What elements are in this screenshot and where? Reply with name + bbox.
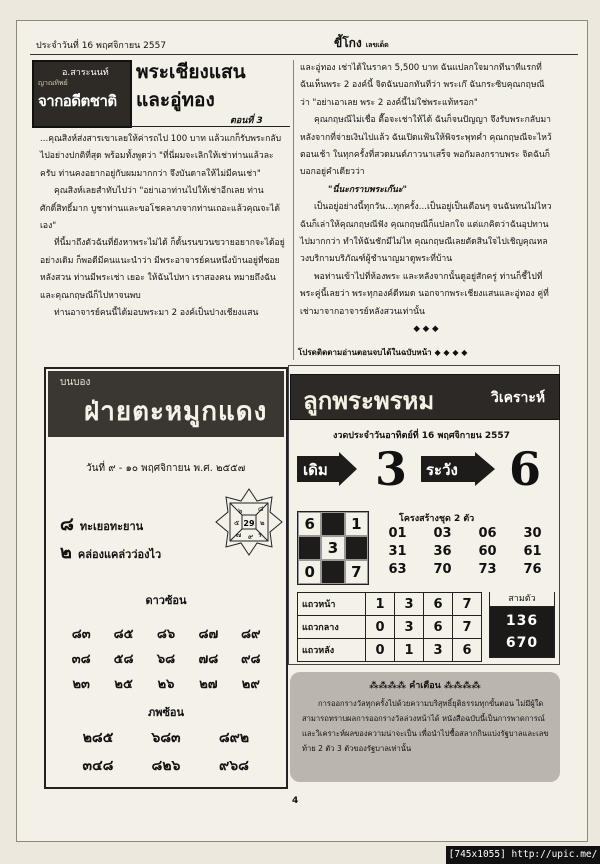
page-header [14,34,586,52]
two-digit-number: 61 [523,544,542,559]
paragraph: ที่นี้มาถึงตัวฉันที่ยังหาพระไม่ได้ ก็ดั้นรนขวนขวายอยากจะได้อยู่อย่างเดิม ก็พอดีมีคนแนะนำว่า มีพระอาจารย์คนหนึ่งบ้านอยู่ที่ซอยหลังสวน ท่านมีพระเช่า เยอะ ให้ฉันไปหา เราสองคน หมายถึงฉันและคุณกฤษณีก็ไปหาจนพบ [40,238,285,301]
row-label: แถวหลัง [298,639,366,662]
banner-subtitle: วิเคราะห์ [491,390,546,406]
dao-number: ๘๗ [198,627,219,642]
dao-number: ๕๘ [113,652,134,667]
forecast-box-left [44,367,288,789]
left-banner [48,371,284,437]
row-value: 1 [395,639,424,662]
continued-notice: โปรดติดตามอ่านตอนจบได้ในฉบับหน้า ◆ ◆ ◆ ◆ [298,348,468,357]
astro-center: 29 [243,519,255,528]
row-value: 1 [366,593,395,616]
matrix-cell [321,512,344,536]
row-value: 6 [424,593,453,616]
row-value: 3 [424,639,453,662]
dao-number-grid [60,623,272,694]
author-badge [32,60,132,128]
row-label: แถวกลาง [298,616,366,639]
trait-number: ๘ [60,514,74,535]
row-value: 0 [366,616,395,639]
number-matrix [297,511,369,585]
page-number: 4 [292,796,299,806]
matrix-cell: 7 [345,560,368,584]
astrology-chart-icon [214,487,284,557]
two-digit-number: 03 [433,526,452,541]
row-label: แถวหน้า [298,593,366,616]
matrix-cell [345,536,368,560]
three-digit-title: สามตัว [490,592,554,607]
matrix-cell [321,560,344,584]
publication-logo [334,34,389,53]
astro-mark: ๘ [258,505,264,513]
astro-mark: ๖ [238,507,243,515]
paragraph: ท่านอาจารย์คนนี้ได้มอบพระมา 2 องค์เป็นปางเชียงแสน [54,308,259,319]
author-line: ญาณทิพย์ [38,79,68,87]
three-digit-box [489,592,555,658]
dao-number: ๖๘ [156,652,176,667]
forecast-box-right [288,365,560,665]
two-digit-number: 63 [388,562,407,577]
lead-number: 3 [375,442,408,496]
ornament: ◆ ◆ ◆ [413,324,439,335]
title-rule [130,126,290,127]
dao-number: ๗๘ [198,652,219,667]
paragraph: คุณกฤษณีไม่เชื่อ ตื๊อจะเช่าให้ได้ ฉันก็จนปัญญา จึงรับพระกลับมา หลังจากที่จ่ายเงินไปแล้ว ฉันเปิดแฟ้นให้พิจระพุทค่ำ คุณกฤษณีจะไหว้ตอนเช้า ในทุกครั้งที่สวดมนต์ภาวนาเสร็จ พอกัมลงกราบพระ จิตฉันก็บอกอยู่คำเดียวว่า [300,115,552,178]
phop-number: ๓๔๘ [82,758,114,774]
dao-number: ๒๗ [199,677,218,692]
warning-text: การออกรางวัลทุกครั้งไปด้วยความบริสุทธิ์ยุติธรรมทุกขั้นตอน ไม่มีผู้ใดสามารถทราบผลการออกรางวัลล่วงหน้าได้ หนังสือฉบับนี้เป็นการพาดการณ์ และวิเคราะห์ผลของความน่าจะเป็น เพื่อนำไปซื้อสลากกินแบ่งรัฐบาลและเลขท้าย 2 ตัว 3 ตัวของรัฐบาลเท่านั้น [302,699,549,753]
column-divider [293,60,294,360]
trait-number: ๒ [60,542,72,563]
logo-subtext: เลขเด็ด [365,41,389,49]
trait-line-2 [60,537,161,566]
two-digit-number: 31 [388,544,407,559]
paragraph: เป็นอยู่อย่างนี้ทุกวัน...ทุกครั้ง...เป็นอยู่เป็นเดือนๆ จนฉันทนไม่ไหว ฉันก็เล่าให้คุณกฤษณีฟัง คุณกฤษณีก็แปลกใจ แต่แกคิดว่าฉันอุปทานไปมากกว่า ทำให้ฉันชักมีไม่ไห คุณกฤษณีเลยตัดสินใจไปเชิญคุณหลวงบริกามบริภัณฑ์ผู้ชำนาญมาดูพระที่บ้าน [300,202,552,265]
draw-date: งวดประจำวันอาทิตย์ที่ 16 พฤศจิกายน 2557 [333,431,510,441]
row-table [297,592,482,662]
row-value: 6 [453,639,482,662]
astro-mark: ๒ [260,519,265,527]
title-line-1: พระเชียงแสน [136,61,246,83]
two-digit-number: 30 [523,526,542,541]
watch-label: ระวัง [426,461,458,479]
watermark: [745x1055] http://upic.me/ [446,846,600,864]
dao-number: ๘๙ [241,627,261,642]
row-value: 3 [395,616,424,639]
astro-mark: ๙ [248,533,254,541]
episode-label: ตอนที่ 3 [230,116,263,126]
dao-number: ๘๕ [113,627,134,642]
dao-number: ๒๖ [157,677,175,692]
matrix-cell: 1 [345,512,368,536]
series-name: จากอดีตชาติ [38,92,117,110]
row-value: 7 [453,616,482,639]
issue-date: ประจำวันที่ 16 พฤศจิกายน 2557 [36,41,167,51]
two-digit-grid [375,526,555,577]
two-digit-number: 73 [478,562,497,577]
matrix-cell: 6 [298,512,321,536]
dao-number: ๙๘ [241,652,261,667]
two-digit-number: 70 [433,562,452,577]
header-rule [30,54,578,55]
banner-title: ฝ่ายตะหมูกแดง [84,397,268,427]
warning-box [290,672,560,782]
paragraph: ...คุณสิงห์ส่งสารเขาเลยให้ค่ารถไป 100 บาท แล้วแกก็รับพระกลับไปอย่างปกติที่สุด พร้อมทั้งพูดว่า "ที่นี่ผมจะเลิกให้เช่าท่านแล้วละครับ ท่านคงอยากอยู่กับผมมากกว่า จึงบันดาลให้ไม่มีคนเช่า" [40,134,282,179]
article-column-left [40,131,285,322]
banner-small-text: บนบอง [60,377,91,388]
paragraph: และอู่ทอง เช่าได้ในราคา 5,500 บาท ฉันแปลกใจมากทีนาทีแรกที่ฉันเห็นพระ 2 องค์นี้ จิตฉันบอกทันทีว่า พระเก๊ ฉันกระซิบคุณกฤษณีว่า "อย่าเอาเลย พระ 2 องค์นี้ไม่ใช่พระแท้หรอก" [300,63,545,108]
dao-number: ๘๖ [156,627,176,642]
structure-label: โครงสร้างชุด 2 ตัว [399,514,475,524]
phop-number: ๙๖๘ [219,758,249,774]
phop-number: ๖๘๓ [151,730,181,746]
astro-mark: ร [258,531,262,539]
phop-number: ๘๙๒ [218,730,250,746]
title-line-2: และอู่ทอง [136,89,215,111]
quote: "นี่นะกราบพระเก๊นะ" [328,184,407,195]
three-digit-number: 136 [505,613,539,629]
dao-number: ๘๓ [71,627,91,642]
table-row [298,616,482,639]
matrix-cell: 0 [298,560,321,584]
three-digit-number: 670 [505,635,539,651]
dao-number: ๒๓ [72,677,90,692]
two-digit-number: 36 [433,544,452,559]
matrix-cell [298,536,321,560]
article-column-right [300,60,552,339]
trait-text: คล่องแคล่วว่องไว [77,548,162,561]
lead-label: เดิม [303,461,328,479]
row-value: 0 [366,639,395,662]
astro-mark: ๗ [236,531,242,539]
watch-number: 6 [509,442,542,496]
dao-number: ๒๙ [241,677,260,692]
row-value: 7 [453,593,482,616]
warning-title: ⁂⁂⁂⁂ คำเตือน ⁂⁂⁂⁂ [369,681,481,691]
two-digit-number: 01 [388,526,407,541]
row-value: 3 [395,593,424,616]
trait-text: ทะเยอทะยาน [79,520,144,533]
phop-number-grid [64,727,268,777]
banner-title: ลูกพระพรหม [303,387,435,415]
phop-title: ภพซ้อน [147,706,185,719]
phop-number: ๘๒๖ [151,758,181,774]
dao-number: ๒๕ [114,677,133,692]
table-row [298,593,482,616]
two-digit-number: 06 [478,526,497,541]
trait-line-1 [60,509,143,538]
paragraph: พอท่านเข้าไปที่ห้องพระ และหลังจากนั้นดูอยู่สักครู่ ท่านก็ชี้ไปที่พระคู่นี้เลยว่า พระทุกองค์ดีหมด นอกจากพระเชียงแสนและอู่ทอง คู่ที่เช่ามาจากอาจารย์หลังสวนเท่านั้น [300,271,549,317]
two-digit-number: 60 [478,544,497,559]
logo-text: ขี้โกง [334,36,362,50]
astro-mark: ๕ [234,519,240,527]
dao-title: ดาวซ้อน [145,594,187,607]
row-value: 6 [424,616,453,639]
forecast-date: วันที่ ๙ - ๑๐ พฤศจิกายน พ.ศ. ๒๕๕๗ [86,463,246,474]
right-banner [290,374,560,420]
article-title [136,58,286,114]
matrix-cell: 3 [321,536,344,560]
dao-number: ๓๘ [71,652,91,667]
two-digit-number: 76 [523,562,542,577]
paragraph: คุณสิงห์เลยสำทับไปว่า "อย่าเอาท่านไปให้เช่าอีกเลย ท่านศักดิ์สิทธิ์มาก บูชาท่านและขอโชคลาภจากท่านเถอะแล้วคุณจะได้เอง" [40,186,280,232]
phop-number: ๒๘๕ [82,730,114,746]
table-row [298,639,482,662]
author-name: อ.สาระนนท์ [62,68,109,78]
